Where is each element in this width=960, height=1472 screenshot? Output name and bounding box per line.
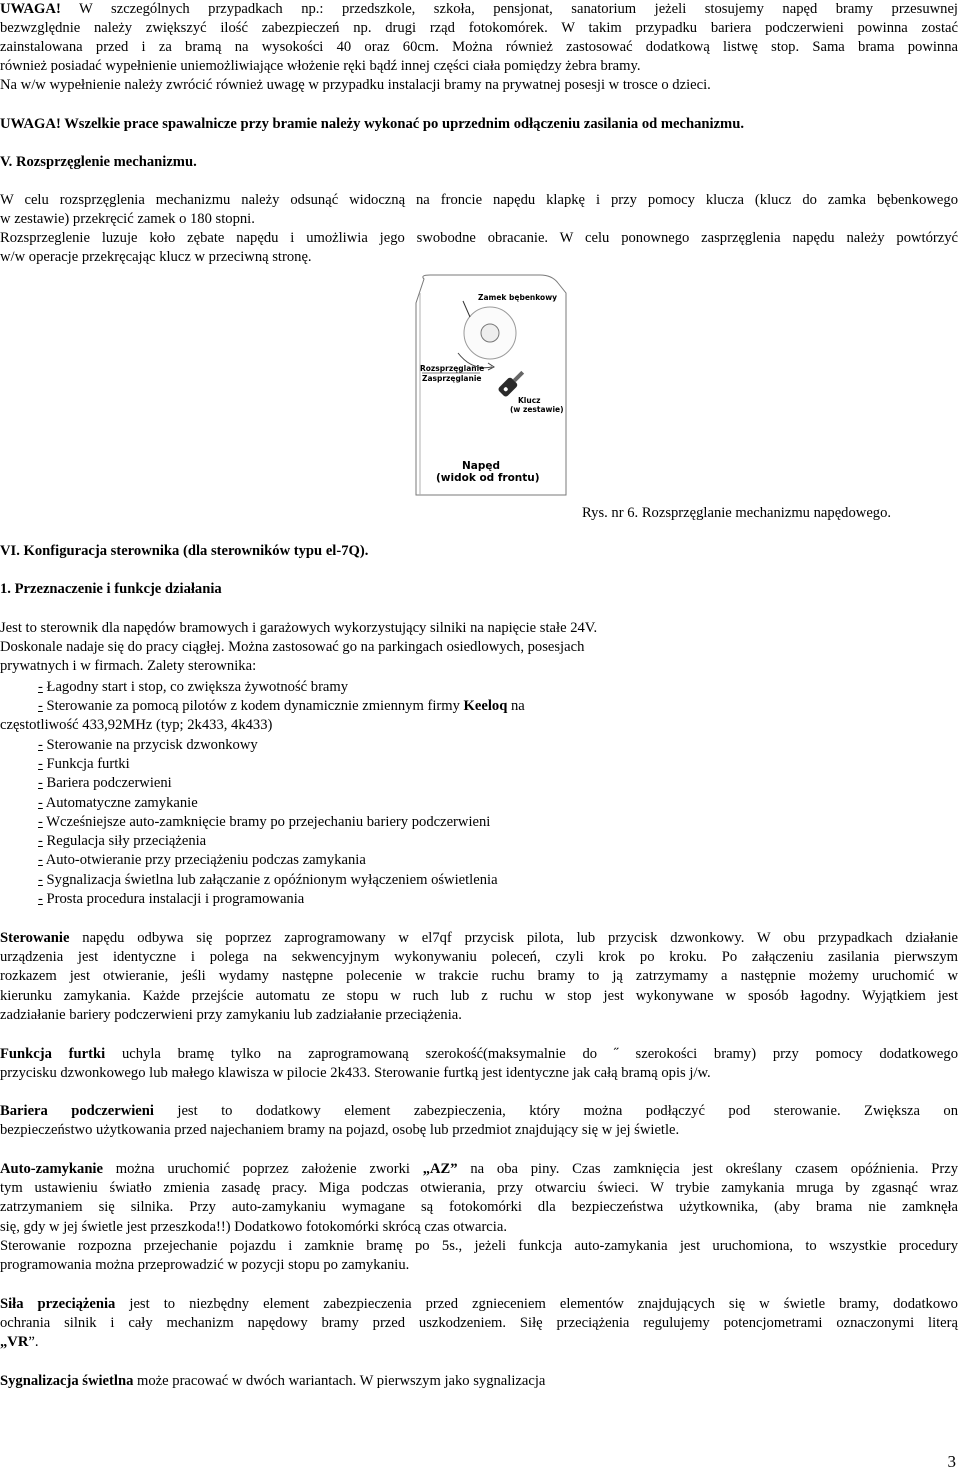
section-6-1-title: 1. Przeznaczenie i funkcje działania [0,581,222,597]
section-6-title: VI. Konfiguracja sterownika (dla sterowników typu el-7Q). [0,543,369,559]
overload-para-3: „VR”. [0,1334,39,1350]
arrow-head-icon [488,363,494,370]
barrier-para-1: Bariera podczerwieni jest to dodatkowy element zabezpieczenia, który można podłączyć pod sterowanie. Zwiększa on [0,1103,958,1119]
welding-warning: UWAGA! Wszelkie prace spawalnicze przy bramie należy wykonać po uprzednim odłączeniu zasilania od mechanizmu. [0,116,744,132]
key-icon [497,368,527,398]
drive-front-view-figure [410,273,580,498]
barrier-para-2: bezpieczeństwo użytkowania przed najechaniem bramy na pojazd, osobę lub przedmiot znajdujący się w jej świetle. [0,1122,680,1138]
warning-line-5: Na w/w wypełnienie należy zwrócić również uwagę w przypadku instalacji bramy na prywatnej posesji w trosce o dzieci. [0,77,711,93]
autoclose-para-4: się, gdy w jej świetle jest przeszkoda!!) Dodatkowo fotokomórki skrócą czas otwarcia. [0,1219,507,1235]
control-para-5: zadziałanie bariery podczerwieni przy zamykaniu lub zadziałanie przeciążenia. [0,1007,462,1023]
label-key-set: (w zestawie) [510,405,564,414]
signal-para-1: Sygnalizacja świetlna może pracować w dwóch wariantach. W pierwszym jako sygnalizacja [0,1373,546,1389]
feature-item: - Wcześniejsze auto-zamknięcie bramy po przejechaniu bariery podczerwieni [38,814,491,830]
autoclose-para-1: Auto-zamykanie można uruchomić poprzez założenie zworki „AZ” na oba piny. Czas zamknięcia jest określany czasem opóźnienia. Przy [0,1161,958,1177]
control-para-2: urządzenia jest identyczne i polega na sekwencyjnym wykonywaniu poleceń, czyli krok po kroku. Po załączeniu zasilania pierwszym [0,949,958,965]
page-number: 3 [947,1452,956,1471]
section-5-title: V. Rozsprzęglenie mechanizmu. [0,154,197,170]
feature-item: - Łagodny start i stop, co zwiększa żywotność bramy [38,679,349,695]
feature-item-continued: częstotliwość 433,92MHz (typ; 2k433, 4k433) [0,717,273,733]
feature-item: - Regulacja siły przeciążenia [38,833,207,849]
intro-line-2: Doskonale nadaje się do pracy ciągłej. Można zastosować go na parkingach osiedlowych, posesjach [0,639,585,655]
control-para-1: Sterowanie napędu odbywa się poprzez zaprogramowany w el7qf przycisk pilota, lub przycisk dzwonkowy. W obu przypadkach działanie [0,930,958,946]
autoclose-para-2: tym ustawieniu światło zmienia zasadę pracy. Miga podczas otwierania, przy otwarciu świeci. W trybie zamykania mruga by zgasnąć wraz [0,1180,958,1196]
feature-item: - Sygnalizacja świetlna lub załączanie z opóźnionym wyłączeniem oświetlenia [38,872,498,888]
autoclose-para-5: Sterowanie rozpozna przejechanie pojazdu i zamknie bramę po 5s., jeżeli funkcja auto-zamykania jest uruchomiona, to wszystkie procedury [0,1238,958,1254]
feature-item: - Funkcja furtki [38,756,130,772]
drum-lock-icon [481,324,499,342]
feature-item: - Prosta procedura instalacji i programowania [38,891,305,907]
figure-caption: Rys. nr 6. Rozsprzęglanie mechanizmu napędowego. [582,505,892,521]
autoclose-para-6: programowania można przeprowadzić w pozycji stopu po zamykaniu. [0,1257,410,1273]
overload-para-2: ochrania silnik i cały mechanizm napędowy bramy przed uszkodzeniem. Siłę przeciążenia regulujemy potencjometrami oznaczonymi literą [0,1315,958,1331]
warning-line-3: zainstalowana przed i za bramą na wysokości 40 oraz 60cm. Można również zastosować dodatkową listwę stop. Sama brama powinna [0,39,958,55]
feature-item: - Auto-otwieranie przy przeciążeniu podczas zamykania [38,852,366,868]
warning-line-4: również posiadać wypełnienie uniemożliwiające włożenie ręki bądź innej części ciała pomiędzy żebra bramy. [0,58,641,74]
control-para-3: rozkazem jest otwieranie, jeśli wydamy następne polecenie w trakcie ruchu bramy to ją zatrzymamy a następnie możemy uruchomić w [0,968,958,984]
section-5-para-2a: Rozsprzeglenie luzuje koło zębate napędu i umożliwia jego swobodne obracanie. W celu ponownego zasprzęglenia napędu należy powtórzyć [0,230,958,246]
wicket-para-1: Funkcja furtki uchyla bramę tylko na zaprogramowaną szerokość(maksymalnie do ˝ szerokości bramy) przy pomocy dodatkowego [0,1046,959,1062]
warning-line-1: UWAGA! W szczególnych przypadkach np.: przedszkole, szkoła, pensjonat, sanatorium jeżeli stosujemy napęd bramy przesuwnej [0,1,958,17]
section-5-para-1a: W celu rozsprzęglenia mechanizmu należy odsunąć widoczną na froncie napędu klapkę i przy pomocy klucza (klucz do zamka bębenkowego [0,192,958,208]
section-5-para-1b: w zestawie) przekręcić zamek o 180 stopni. [0,211,255,227]
lock-pointer-line [463,301,470,317]
feature-item: - Bariera podczerwieni [38,775,172,791]
feature-item: - Automatyczne zamykanie [38,795,198,811]
label-disengage: Rozsprzęglanie [420,364,485,373]
intro-line-3: prywatnych i w firmach. Zalety sterownika: [0,658,257,674]
autoclose-para-3: zatrzymaniem się silnika. Przy auto-zamykaniu wymagane są fotokomórki dla bezpieczeństwa użytkownika, (aby brama nie zamknęła [0,1199,958,1215]
label-lock: Zamek bębenkowy [478,293,558,302]
section-5-para-2b: w/w operacje przekręcając klucz w przeciwną stronę. [0,249,312,265]
intro-line-1: Jest to sterownik dla napędów bramowych i garażowych wykorzystujący silniki na napięcie stałe 24V. [0,620,598,636]
feature-item: - Sterowanie za pomocą pilotów z kodem dynamicznie zmiennym firmy Keeloq na [38,698,525,714]
label-drive-front: (widok od frontu) [436,472,540,484]
control-para-4: kierunku zamykania. Każde przejście automatu ze stopu w ruch lub z ruchu w stop jest wykonywane w sposób łagodny. Wyjątkiem jest [0,988,958,1004]
label-engage: Zasprzęglanie [422,374,482,383]
wicket-para-2: przycisku dzwonkowego lub małego klawisza w pilocie 2k433. Sterowanie furtką jest identyczne jak całą bramą opis j/w. [0,1065,711,1081]
label-key: Klucz [518,396,541,405]
overload-para-1: Siła przeciążenia jest to niezbędny element zabezpieczenia przed zgnieceniem elementów znajdujących się w świetle bramy, dodatkowo [0,1296,958,1312]
warning-line-2: bezwzględnie należy zwiększyć ilość zabezpieczeń np. drugi rząd fotokomórek. W takim przypadku bariera podczerwieni powinna zostać [0,20,958,36]
feature-item: - Sterowanie na przycisk dzwonkowy [38,737,258,753]
label-drive: Napęd [462,460,501,472]
